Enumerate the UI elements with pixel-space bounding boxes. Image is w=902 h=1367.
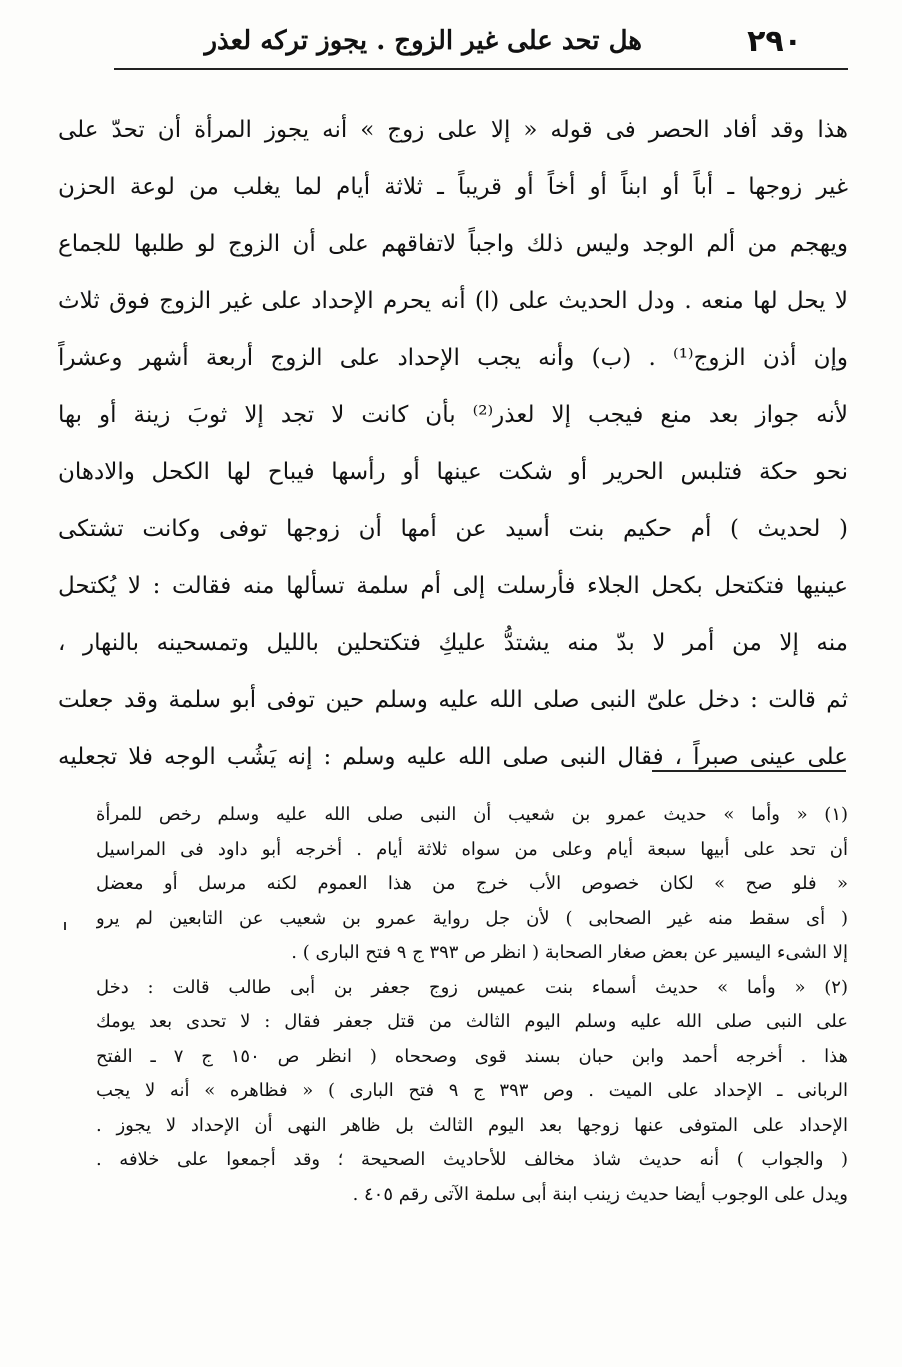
- text-line: وإن أذن الزوج⁽¹⁾ . (ب) وأنه يجب الإحداد على الزوج أربعة أشهر وعشراً: [58, 345, 848, 371]
- footnote-1-line: إلا الشىء اليسير عن بعض صغار الصحابة ( انظر ص ٣٩٣ ج ٩ فتح البارى ) .: [291, 942, 848, 963]
- footnote-1-line: أن تحد على أبيها سبعة أيام وعلى من سواه ثلاثة أيام . أخرجه أبو داود فى المراسيل: [96, 838, 848, 860]
- text-line: عينيها فتكتحل بكحل الجلاء فأرسلت إلى أم سلمة تسألها منه فقالت : لا يُكتحل: [58, 573, 848, 599]
- footnotes: [96, 798, 848, 1212]
- text-line: ( لحديث ) أم حكيم بنت أسيد عن أمها أن زوجها توفى وكانت تشتكى: [58, 516, 848, 542]
- margin-mark: [64, 922, 66, 930]
- text-line: هذا وقد أفاد الحصر فى قوله « إلا على زوج » أنه يجوز المرأة أن تحدّ على: [58, 117, 848, 143]
- page-number: ٢٩٠: [747, 24, 802, 59]
- footnote-1-line: (١) « وأما » حديث عمرو بن شعيب أن النبى صلى الله عليه وسلم رخص للمرأة: [96, 804, 848, 825]
- text-line: ثم قالت : دخل علىّ النبى صلى الله عليه وسلم حين توفى أبو سلمة وقد جعلت: [58, 687, 848, 713]
- text-line: لا يحل لها منعه . ودل الحديث على (ا) أنه يحرم الإحداد على غير الزوج فوق ثلاث: [58, 288, 848, 314]
- text-line: على عينى صبراً ، فقال النبى صلى الله عليه وسلم : إنه يَشُب الوجه فلا تجعليه: [58, 744, 848, 770]
- text-line: منه إلا من أمر لا بدّ منه يشتدُّ عليكِ فتكتحلين بالليل وتمسحينه بالنهار ،: [58, 630, 848, 656]
- footnote-1-line: « فلو صح » لكان خصوص الأب خرج من هذا العموم لكنه مرسل أو معضل: [96, 873, 848, 894]
- page-header: [70, 22, 832, 66]
- footnote-2-line: ويدل على الوجوب أيضا حديث زينب ابنة أبى سلمة الآتى رقم ٤٠٥ .: [352, 1183, 848, 1205]
- footnote-2-line: (٢) « وأما » حديث أسماء بنت عميس زوج جعفر بن أبى طالب قالت : دخل: [96, 976, 848, 998]
- text-line: نحو حكة فتلبس الحرير أو شكت عينها أو رأسها فيباح لها الكحل والادهان: [58, 459, 848, 485]
- header-divider: [114, 68, 848, 70]
- footnote-2-line: ( والجواب ) أنه حديث شاذ مخالف للأحاديث الصحيحة ؛ وقد أجمعوا على خلافه .: [96, 1149, 848, 1170]
- footnote-1-line: ( أى سقط منه غير الصحابى ) لأن جل رواية عمرو بن شعيب عن التابعين لم يرو: [96, 907, 848, 929]
- footnote-2-line: على النبى صلى الله عليه وسلم اليوم الثالث من قتل جعفر فقال : لا تحدى بعد يومك: [96, 1011, 848, 1032]
- main-text: [58, 102, 848, 786]
- text-line: لأنه جواز بعد منع فيجب إلا لعذر⁽²⁾ بأن كانت لا تجد إلا ثوبَ زينة أو بها: [58, 402, 848, 428]
- text-line: غير زوجها ـ أباً أو ابناً أو أخاً أو قريباً ـ ثلاثة أيام لما يغلب من لوعة الحزن: [58, 174, 848, 200]
- footnote-2-line: هذا . أخرجه أحمد وابن حبان بسند قوى وصححاه ( انظر ص ١٥٠ ج ٧ ـ الفتح: [96, 1045, 848, 1067]
- footnote-2-line: الإحداد على المتوفى عنها زوجها بعد اليوم الثالث بل ظاهر النهى أن الإحداد لا يجوز .: [96, 1114, 848, 1136]
- footnote-divider: [652, 770, 846, 772]
- running-title: هل تحد على غير الزوج . يجوز تركه لعذر: [204, 26, 642, 56]
- footnote-2-line: الربانى ـ الإحداد على الميت . وص ٣٩٣ ج ٩ فتح البارى ) « فظاهره » أنه لا يجب: [96, 1080, 848, 1101]
- text-line: ويهجم من ألم الوجد وليس ذلك واجباً لاتفاقهم على أن الزوج لو طلبها للجماع: [58, 231, 848, 257]
